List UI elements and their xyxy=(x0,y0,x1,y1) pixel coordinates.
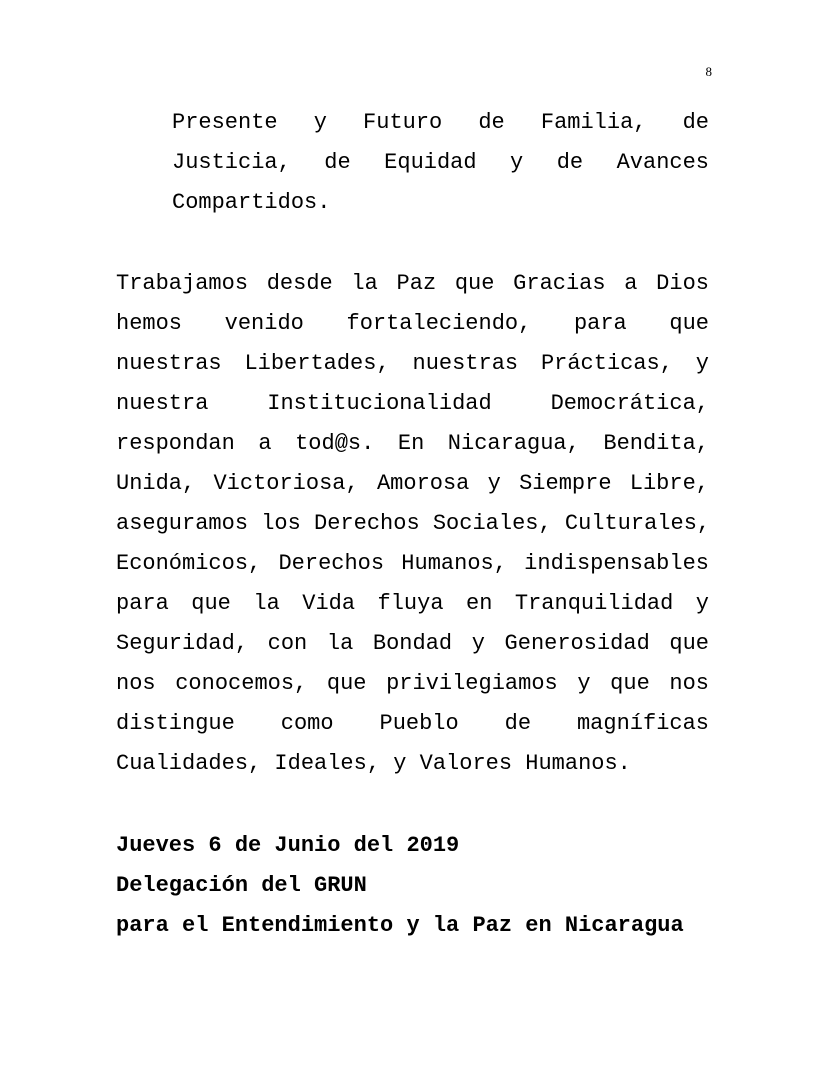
paragraph-line: nuestra Institucionalidad Democrática, xyxy=(116,391,709,416)
signature-purpose: para el Entendimiento y la Paz en Nicaragua xyxy=(116,913,684,938)
paragraph-line: distingue como Pueblo de magníficas xyxy=(116,711,709,736)
indented-paragraph xyxy=(172,103,709,223)
paragraph-line: Seguridad, con la Bondad y Generosidad que xyxy=(116,631,709,656)
paragraph-line: Económicos, Derechos Humanos, indispensables xyxy=(116,551,709,576)
signature-organization: Delegación del GRUN xyxy=(116,873,367,898)
paragraph-line: Justicia, de Equidad y de Avances xyxy=(172,150,709,175)
paragraph-line: nuestras Libertades, nuestras Prácticas, y xyxy=(116,351,709,376)
paragraph-line: Presente y Futuro de Familia, de xyxy=(172,110,709,135)
paragraph-line: hemos venido fortaleciendo, para que xyxy=(116,311,709,336)
paragraph-line: Compartidos. xyxy=(172,190,331,215)
paragraph-line: Trabajamos desde la Paz que Gracias a Dios xyxy=(116,271,709,296)
paragraph-line: para que la Vida fluya en Tranquilidad y xyxy=(116,591,709,616)
paragraph-line: Unida, Victoriosa, Amorosa y Siempre Libre, xyxy=(116,471,709,496)
paragraph-line: aseguramos los Derechos Sociales, Culturales, xyxy=(116,511,711,536)
main-paragraph xyxy=(116,264,709,784)
page-number: 8 xyxy=(705,64,712,79)
paragraph-line: Cualidades, Ideales, y Valores Humanos. xyxy=(116,751,631,776)
paragraph-line: nos conocemos, que privilegiamos y que nos xyxy=(116,671,709,696)
signature-date: Jueves 6 de Junio del 2019 xyxy=(116,833,460,858)
paragraph-line: respondan a tod@s. En Nicaragua, Bendita, xyxy=(116,431,709,456)
